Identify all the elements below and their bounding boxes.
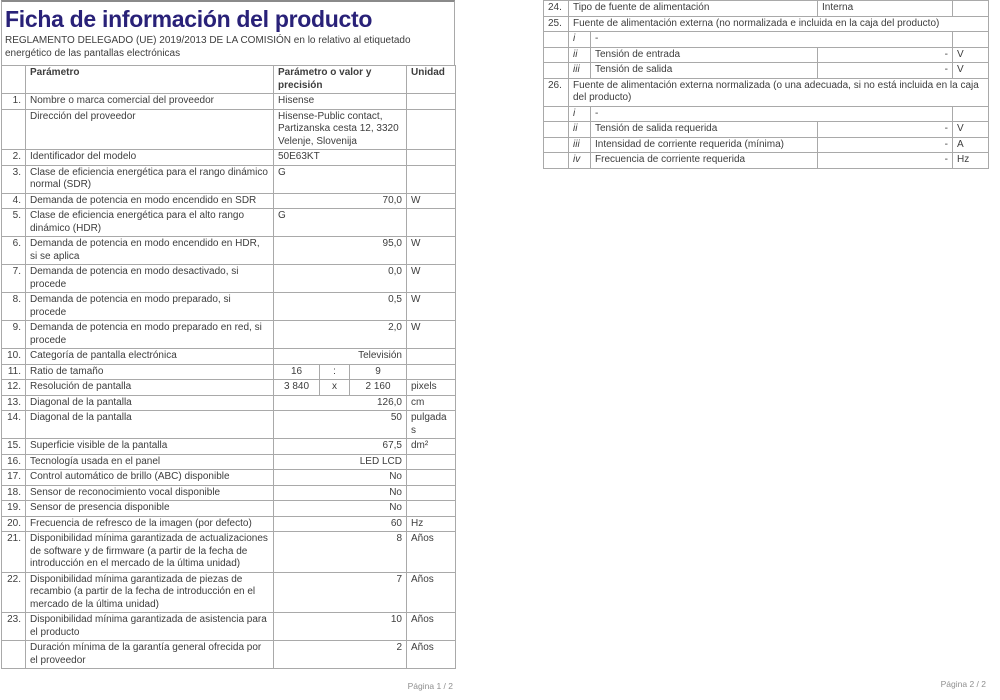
row-number: 6.: [2, 237, 26, 265]
param-unit: [407, 501, 456, 517]
param-value: 10: [274, 613, 407, 641]
value-part: x: [319, 380, 350, 395]
row-number: 19.: [2, 501, 26, 517]
row-number: [2, 109, 26, 150]
row-number: 22.: [2, 572, 26, 613]
row-number: 8.: [2, 293, 26, 321]
param-label: Sensor de reconocimiento vocal disponible: [26, 485, 274, 501]
param-label: Demanda de potencia en modo desactivado, si procede: [26, 265, 274, 293]
param-label: Categoría de pantalla electrónica: [26, 349, 274, 365]
value-split-wrap: [274, 365, 406, 380]
table-row: [2, 572, 456, 613]
row-number: 14.: [2, 411, 26, 439]
table-row: [544, 106, 989, 122]
param-label: Fuente de alimentación externa normalizada (o una adecuada, si no está incluida en la caja del producto): [569, 78, 989, 106]
param-label: Clase de eficiencia energética para el rango dinámico normal (SDR): [26, 165, 274, 193]
param-unit: W: [407, 237, 456, 265]
sub-index: iii: [569, 137, 591, 153]
param-label: Clase de eficiencia energética para el alto rango dinámico (HDR): [26, 209, 274, 237]
param-unit: W: [407, 293, 456, 321]
sub-index: iii: [569, 63, 591, 79]
param-value: -: [818, 122, 953, 138]
param-value: -: [591, 106, 953, 122]
param-unit: [407, 470, 456, 486]
param-unit: Hz: [407, 516, 456, 532]
param-label: Demanda de potencia en modo encendido en SDR: [26, 193, 274, 209]
param-label: Tensión de salida requerida: [591, 122, 818, 138]
table-row: [2, 613, 456, 641]
param-unit: [407, 165, 456, 193]
param-value: No: [274, 501, 407, 517]
table-row: [544, 137, 989, 153]
row-number: 9.: [2, 321, 26, 349]
row-number: [544, 63, 569, 79]
param-label: Dirección del proveedor: [26, 109, 274, 150]
row-number: 15.: [2, 439, 26, 455]
sub-index: ii: [569, 47, 591, 63]
param-unit: V: [953, 122, 989, 138]
page-1: [1, 0, 455, 700]
param-label: Intensidad de corriente requerida (mínima): [591, 137, 818, 153]
value-part: 2 160: [365, 381, 391, 392]
sub-index: i: [569, 106, 591, 122]
page-number-2: Página 2 / 2: [940, 679, 986, 689]
power-supply-table: [543, 0, 989, 169]
row-number: [2, 641, 26, 669]
table-row: [544, 16, 989, 32]
param-unit: [953, 106, 989, 122]
param-value-split: [274, 364, 407, 380]
value-part: 9: [375, 365, 381, 377]
row-number: [544, 122, 569, 138]
param-label: Superficie visible de la pantalla: [26, 439, 274, 455]
param-label: Demanda de potencia en modo preparado, si procede: [26, 293, 274, 321]
row-number: 13.: [2, 395, 26, 411]
table-row: [2, 411, 456, 439]
row-number: 17.: [2, 470, 26, 486]
table-row: [2, 516, 456, 532]
param-label: Diagonal de la pantalla: [26, 411, 274, 439]
table-row: [2, 150, 456, 166]
param-unit: Años: [407, 613, 456, 641]
param-value: 2: [274, 641, 407, 669]
param-value: 126,0: [274, 395, 407, 411]
row-number: 11.: [2, 364, 26, 380]
param-label: Control automático de brillo (ABC) disponible: [26, 470, 274, 486]
row-number: 26.: [544, 78, 569, 106]
param-value: No: [274, 485, 407, 501]
param-label: Tensión de salida: [591, 63, 818, 79]
row-number: 10.: [2, 349, 26, 365]
param-label: Tecnología usada en el panel: [26, 454, 274, 470]
param-label: Duración mínima de la garantía general ofrecida por el proveedor: [26, 641, 274, 669]
param-value: -: [818, 153, 953, 169]
row-number: 12.: [2, 380, 26, 396]
param-unit: [407, 150, 456, 166]
table-row: [2, 454, 456, 470]
param-unit: Años: [407, 572, 456, 613]
param-unit: W: [407, 265, 456, 293]
param-label: Ratio de tamaño: [26, 364, 274, 380]
param-unit: W: [407, 321, 456, 349]
row-number: 25.: [544, 16, 569, 32]
param-value: 50: [274, 411, 407, 439]
table-row: [2, 641, 456, 669]
value-part: 16: [290, 365, 303, 377]
param-value: 50E63KT: [274, 150, 407, 166]
param-label: Frecuencia de corriente requerida: [591, 153, 818, 169]
param-value: G: [274, 165, 407, 193]
param-unit: W: [407, 193, 456, 209]
page-number-1: Página 1 / 2: [407, 681, 453, 691]
param-label: Disponibilidad mínima garantizada de actualizaciones de software y de firmware (a partir de la fecha de introducción en el mercado de la última unidad): [26, 532, 274, 573]
param-unit: cm: [407, 395, 456, 411]
param-label: Nombre o marca comercial del proveedor: [26, 94, 274, 110]
param-value: 2,0: [274, 321, 407, 349]
table-row: [544, 63, 989, 79]
header-row: [2, 66, 456, 94]
table-row: [2, 293, 456, 321]
value-part: :: [319, 365, 350, 380]
param-value: 67,5: [274, 439, 407, 455]
param-unit: [407, 364, 456, 380]
param-label: Demanda de potencia en modo preparado en red, si procede: [26, 321, 274, 349]
product-info-table: [1, 65, 456, 669]
param-label: Tensión de entrada: [591, 47, 818, 63]
param-value: LED LCD: [274, 454, 407, 470]
param-label: Frecuencia de refresco de la imagen (por defecto): [26, 516, 274, 532]
row-number: 24.: [544, 1, 569, 17]
row-number: 23.: [2, 613, 26, 641]
param-label: Tipo de fuente de alimentación: [569, 1, 818, 17]
column-header: Parámetro o valor y precisión: [274, 66, 407, 94]
param-unit: [407, 94, 456, 110]
param-unit: V: [953, 47, 989, 63]
param-value-split: [274, 380, 407, 396]
param-unit: Años: [407, 532, 456, 573]
row-number: [544, 106, 569, 122]
column-header: [2, 66, 26, 94]
table-row: [2, 165, 456, 193]
row-number: [544, 137, 569, 153]
column-header: Unidad: [407, 66, 456, 94]
param-value: Televisión: [274, 349, 407, 365]
param-value: 0,0: [274, 265, 407, 293]
sub-index: i: [569, 32, 591, 48]
table-header: [2, 66, 456, 94]
row-number: 18.: [2, 485, 26, 501]
table-row: [2, 209, 456, 237]
param-value: -: [818, 137, 953, 153]
param-value: 70,0: [274, 193, 407, 209]
table-row: [2, 193, 456, 209]
param-unit: Hz: [953, 153, 989, 169]
param-unit: V: [953, 63, 989, 79]
page-title: Ficha de información del producto: [5, 6, 373, 32]
param-unit: A: [953, 137, 989, 153]
param-unit: [407, 454, 456, 470]
table-row: [2, 349, 456, 365]
table-row: [544, 153, 989, 169]
table-row: [2, 380, 456, 396]
row-number: 7.: [2, 265, 26, 293]
param-unit: pulgadas: [407, 411, 456, 439]
table-row: [2, 532, 456, 573]
row-number: 1.: [2, 94, 26, 110]
row-number: 21.: [2, 532, 26, 573]
table-row: [2, 470, 456, 486]
table-row: [544, 122, 989, 138]
row-number: [544, 32, 569, 48]
param-value: Hisense-Public contact, Partizanska cesta 12, 3320 Velenje, Slovenija: [274, 109, 407, 150]
table-row: [2, 94, 456, 110]
param-value: 60: [274, 516, 407, 532]
table-row: [2, 265, 456, 293]
row-number: 2.: [2, 150, 26, 166]
value-part: 3 840: [283, 381, 310, 392]
param-value: Hisense: [274, 94, 407, 110]
sub-index: ii: [569, 122, 591, 138]
row-number: 5.: [2, 209, 26, 237]
param-value: 7: [274, 572, 407, 613]
table-row: [2, 237, 456, 265]
table-row: [2, 395, 456, 411]
param-unit: [407, 109, 456, 150]
row-number: 20.: [2, 516, 26, 532]
param-label: Disponibilidad mínima garantizada de piezas de recambio (a partir de la fecha de introducción en el mercado de la última unidad): [26, 572, 274, 613]
page-2: [543, 0, 988, 700]
table-row: [544, 78, 989, 106]
param-label: Demanda de potencia en modo encendido en HDR, si se aplica: [26, 237, 274, 265]
value-split-wrap: [274, 380, 406, 395]
table-row: [2, 501, 456, 517]
table-row: [2, 109, 456, 150]
param-value: No: [274, 470, 407, 486]
param-label: Diagonal de la pantalla: [26, 395, 274, 411]
param-value: -: [591, 32, 953, 48]
row-number: [544, 47, 569, 63]
table-row: [2, 321, 456, 349]
table-row: [2, 364, 456, 380]
param-value: 0,5: [274, 293, 407, 321]
param-value: G: [274, 209, 407, 237]
table-row: [544, 32, 989, 48]
column-header: Parámetro: [26, 66, 274, 94]
param-unit: [407, 209, 456, 237]
param-value: -: [818, 47, 953, 63]
param-value: -: [818, 63, 953, 79]
title-block: [1, 0, 455, 65]
param-value: 95,0: [274, 237, 407, 265]
table-row: [544, 1, 989, 17]
sub-index: iv: [569, 153, 591, 169]
param-unit: [407, 485, 456, 501]
param-unit: pixels: [407, 380, 456, 396]
param-label: Resolución de pantalla: [26, 380, 274, 396]
param-label: Sensor de presencia disponible: [26, 501, 274, 517]
param-unit: [953, 1, 989, 17]
table-row: [544, 47, 989, 63]
table-row: [2, 439, 456, 455]
table-row: [2, 485, 456, 501]
row-number: 3.: [2, 165, 26, 193]
param-label: Identificador del modelo: [26, 150, 274, 166]
param-unit: dm²: [407, 439, 456, 455]
param-label: Fuente de alimentación externa (no normalizada e incluida en la caja del producto): [569, 16, 989, 32]
param-value: 8: [274, 532, 407, 573]
param-label: Disponibilidad mínima garantizada de asistencia para el producto: [26, 613, 274, 641]
param-unit: [953, 32, 989, 48]
param-value: Interna: [818, 1, 953, 17]
row-number: [544, 153, 569, 169]
page-subtitle: REGLAMENTO DELEGADO (UE) 2019/2013 DE LA COMISIÓN en lo relativo al etiquetado energético de las pantallas electrónicas: [5, 35, 411, 59]
param-unit: [407, 349, 456, 365]
row-number: 16.: [2, 454, 26, 470]
row-number: 4.: [2, 193, 26, 209]
param-unit: Años: [407, 641, 456, 669]
